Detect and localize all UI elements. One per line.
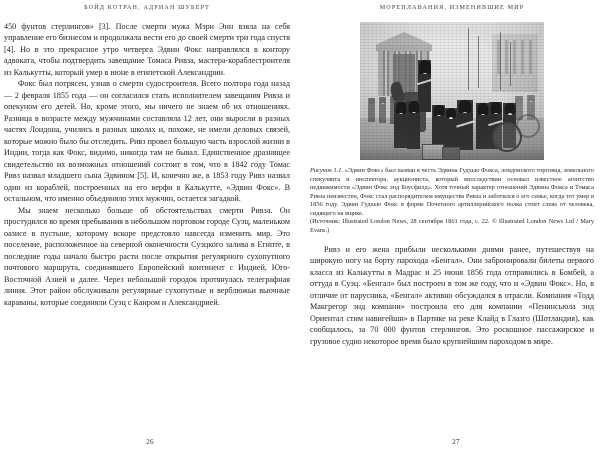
left-running-head: БОЙД КОТРАН, АДРИАН ШУБЕРТ xyxy=(84,5,210,11)
guardsman-figure xyxy=(476,103,489,149)
mast-pole xyxy=(468,28,469,90)
figure-block xyxy=(310,22,594,235)
caption-body: «Эдвин Фокс» был назван в честь Эдвина Гудхью Фокса, лондонского торговца, земельного спекулянта и инспектора, аукциониста, который впоследствии основал известное агентство недвижимости «Эдвин Фокс энд Боусфилд». Хотя точный характер отношений Эдвина Фокса и Томаса Ривза неизвестен, Фокс стал распорядителем имущества Ривза и заботился о его семье, когда тот умер в 1856 году. Эдвин Гудхью Фокс в форме Почетного артиллерийского полка стоит слева от человека, сидящего на ящике. xyxy=(310,167,594,217)
guardsman-figure xyxy=(445,108,457,149)
paragraph: Мы знаем несколько больше об обстоятельствах смерти Ривза. Он простудился во время пребывания в небольшом портовом городе Суэц, маленьком оазисе в пустыне, которому вскоре предстояло навсегда изменить мир. Это поселение, расположенное на северной оконечности Суэцкого залива в Египте, в последние годы начало быстро расти после открытия регулярного сухопутного почтового маршрута, соединявшего Европейский континент с Индией, Юго-Восточной Азией и далее. Через небольшой городок протянулась телеграфная линия. Этот район обслуживали регулярные сухопутные и верблюжьи вьючные караваны, которые соединяли Суэц с Каиром и Александрией. xyxy=(4,205,290,307)
foreground-shadow xyxy=(360,146,544,160)
figure-number: Рисунок 1.1. xyxy=(310,167,344,174)
mast-pole xyxy=(500,32,501,90)
mast-pole xyxy=(478,36,479,88)
guardsman-figure xyxy=(432,105,445,149)
crowd-figure xyxy=(379,97,386,123)
caption-main xyxy=(310,167,594,218)
mast-pole xyxy=(510,42,511,86)
left-page-number: 26 xyxy=(146,438,154,446)
paragraph: Фокс был потрясен, узнав о смерти судостроителя. Всего полтора года назад — 2 февраля 1855 года — он согласился стать исполнителем завещания Ривза и опекуном его детей. Но, кроме этого, мы ничего не знаем об их отношениях. Разница в возрасте между мужчинами составляла 12 лет, они выросли в разных частях Лондона, учились в разных школах и, похоже, не имели деловых связей, которые можно было бы отследить. Ривз провел большую часть взрослой жизни в Индии, тогда как Фокс, видимо, никогда там не бывал. Единственное дразнящее свидетельство их возможных отношений состоит в том, что в 1842 году Томас Ривз назвал младшего сына Эдвином [5]. И, конечно же, в 1853 году Ривз назвал один из кораблей, построенных на его верфи в Калькутте, «Эдвин Фокс». В остальном, что именно объединяло этих мужчин, остается загадкой. xyxy=(4,79,290,204)
paragraph: 450 фунтов стерлингов» [3]. После смерти мужа Мэри Энн взяла на себя управление его бизнесом и продолжала вести его до своей смерти три года спустя [4]. Но в это прекрасное утро четверга Эдвин Фокс направлялся в контору адвоката, чтобы подтвердить завещание Томаса Ривза, мастера-кораблестроителя из Калькутты, который умер в июне в египетской Александрии. xyxy=(4,22,290,77)
guardsman-figure xyxy=(407,101,420,149)
seated-man-on-crate-figure xyxy=(457,100,473,150)
right-running-head: МОРЕПЛАВАНИЯ, ИЗМЕНИВШИЕ МИР xyxy=(379,5,525,11)
guardsman-figure xyxy=(394,102,407,148)
cannon-wheel xyxy=(516,114,540,138)
background-building xyxy=(492,34,538,92)
engraving-illustration xyxy=(360,22,544,160)
figure-caption xyxy=(310,167,594,235)
left-column-text xyxy=(4,16,290,308)
caption-source: (Источник: Illustrated London News, 28 сентября 1861 года, с. 22. © Illustrated London News Ltd / Mary Evans.) xyxy=(310,218,594,234)
right-column-text xyxy=(310,244,594,347)
crowd-figure xyxy=(368,98,375,122)
right-page xyxy=(300,0,600,454)
right-page-number: 27 xyxy=(452,438,460,446)
paragraph: Ривз и его жена прибыли несколькими днями ранее, путешествуя на широкую ногу на борту парохода «Бенгал». Они забронировали билеты первого класса из Калькутты в Мадрас и 25 июня 1856 года отправились в Бомбей, а оттуда в Суэц. «Бенгал» был построен в том же году, что и «Эдвин Фокс». Но, в отличие от парусника, «Бенгал» активно обсуждался в отрасли. Компания «Тодд Макгрегор энд компани» построила его для компании «Пенинсьюла энд Ориентал стим навигейшн» в Партике на реке Клайд в Глазго (Шотландия), как сообщалось, за 70 000 фунтов стерлингов. Это роскошное пассажирское и грузовое судно некоторое время было крупнейшим пароходом в мире. xyxy=(310,245,594,346)
